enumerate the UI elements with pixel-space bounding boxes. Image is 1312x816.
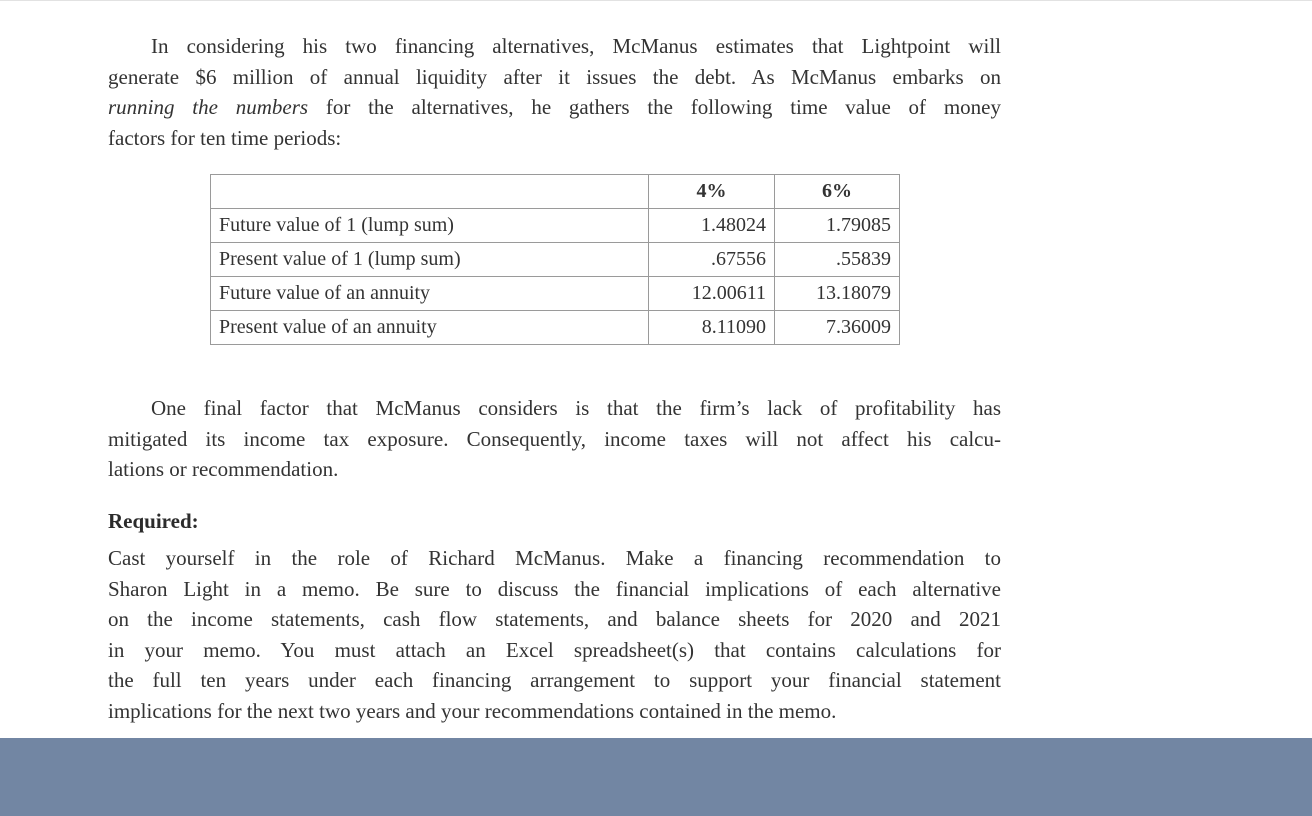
required-heading: Required: xyxy=(108,509,199,533)
required-line-2: Sharon Light in a memo. Be sure to discuss the financial implications of each alternative xyxy=(108,576,1001,601)
table-header-6pct: 6% xyxy=(775,175,900,209)
intro-line-3 xyxy=(108,92,1001,123)
table-header-4pct: 4% xyxy=(649,175,775,209)
intro-paragraph xyxy=(108,31,1001,153)
row-label: Present value of 1 (lump sum) xyxy=(211,243,649,277)
row-label: Future value of an annuity xyxy=(211,277,649,311)
rate-4-value: 8.11090 xyxy=(649,311,775,345)
rate-6-value: 1.79085 xyxy=(775,209,900,243)
tax-line-1: One final factor that McManus considers is that the firm’s lack of profitability has xyxy=(151,396,1001,420)
footer-band xyxy=(0,738,1312,816)
required-line-3: on the income statements, cash flow statements, and balance sheets for 2020 and 2021 xyxy=(108,607,1001,631)
rate-4-value: 1.48024 xyxy=(649,209,775,243)
required-line-6: implications for the next two years and your recommendations contained in the memo. xyxy=(108,698,837,723)
intro-line-4: factors for ten time periods: xyxy=(108,125,342,150)
rate-4-value: 12.00611 xyxy=(649,277,775,311)
intro-line-2: generate $6 million of annual liquidity after it issues the debt. As McManus embarks on xyxy=(108,64,1001,89)
row-label: Future value of 1 (lump sum) xyxy=(211,209,649,243)
row-label: Present value of an annuity xyxy=(211,311,649,345)
table-row xyxy=(211,277,900,311)
required-line-5: the full ten years under each financing arrangement to support your financial statement xyxy=(108,668,1001,692)
table-row xyxy=(211,243,900,277)
table-row xyxy=(211,209,900,243)
required-line-1: Cast yourself in the role of Richard McManus. Make a financing recommendation to xyxy=(108,546,1001,570)
tax-line-3: lations or recommendation. xyxy=(108,457,339,481)
table-row xyxy=(211,311,900,345)
table-header-label xyxy=(211,175,649,209)
rate-6-value: 7.36009 xyxy=(775,311,900,345)
italic-phrase: running the numbers xyxy=(108,95,309,119)
table-header-row xyxy=(211,175,900,209)
top-divider xyxy=(0,0,1312,1)
intro-line-1: In considering his two financing alternatives, McManus estimates that Lightpoint will xyxy=(151,34,1001,58)
rate-6-value: .55839 xyxy=(775,243,900,277)
tax-paragraph xyxy=(108,393,1001,485)
rate-6-value: 13.18079 xyxy=(775,277,900,311)
time-value-factors-table xyxy=(210,174,900,345)
rate-4-value: .67556 xyxy=(649,243,775,277)
required-paragraph xyxy=(108,543,1001,726)
required-line-4: in your memo. You must attach an Excel spreadsheet(s) that contains calculations for xyxy=(108,637,1001,662)
intro-line-3-rest: for the alternatives, he gathers the following time value of money xyxy=(308,95,1001,119)
tax-line-2: mitigated its income tax exposure. Consequently, income taxes will not affect his calcu- xyxy=(108,426,1001,451)
